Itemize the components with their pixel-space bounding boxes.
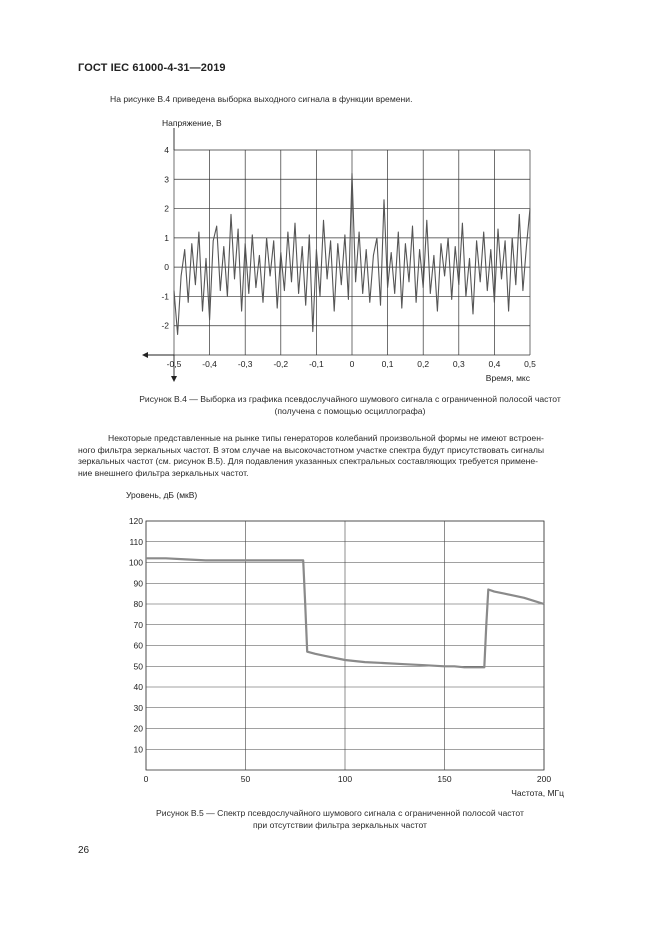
x-tick-label: 0: [143, 774, 149, 784]
x-tick-label: 0,5: [524, 359, 536, 369]
y-tick-label: 20: [133, 723, 143, 734]
x-tick-label: -0,4: [202, 359, 217, 369]
x-tick-label: 0,3: [452, 359, 465, 369]
y-tick-label: 120: [128, 516, 143, 526]
spectrum-chart: [110, 488, 590, 798]
y-tick-label: 10: [133, 744, 143, 755]
y-tick-label: 80: [133, 599, 143, 609]
y-tick-label: 60: [133, 640, 143, 651]
x-tick-label: 0,2: [417, 359, 430, 369]
x-tick-label: 50: [240, 774, 251, 784]
paragraph-line: Некоторые представленные на рынке типы генераторов колебаний произвольной формы не имеют встроен-: [108, 433, 544, 443]
document-header: ГОСТ IEC 61000-4-31—2019: [78, 62, 226, 74]
figure5-caption-line2: при отсутствии фильтра зеркальных частот: [253, 819, 427, 830]
x-tick-label: 0,4: [488, 359, 501, 369]
y-tick-label: 30: [133, 702, 143, 713]
y-tick-label: 90: [133, 578, 143, 589]
x-tick-label: 200: [536, 774, 552, 784]
x-axis-label: Время, мкс: [485, 373, 530, 383]
x-tick-label: -0,1: [309, 359, 324, 369]
y-tick-label: -1: [161, 291, 169, 302]
page-number: 26: [78, 845, 90, 856]
x-tick-label: -0,2: [273, 359, 289, 369]
x-tick-label: 0,1: [381, 359, 394, 369]
intro-text: На рисунке В.4 приведена выборка выходного сигнала в функции времени.: [110, 94, 413, 104]
figure4-caption-line2: (получена с помощью осциллографа): [274, 405, 426, 416]
y-tick-label: 4: [164, 145, 169, 155]
y-tick-label: 40: [133, 682, 143, 692]
body-paragraph: [78, 433, 598, 479]
y-tick-label: 70: [133, 619, 143, 630]
y-tick-label: 3: [164, 174, 169, 185]
figure4-caption-line1: Рисунок В.4 — Выборка из графика псевдослучайного шумового сигнала с ограниченной полосой частот: [139, 394, 561, 404]
y-tick-label: -2: [161, 320, 169, 331]
x-axis-arrow: [142, 352, 148, 358]
y-tick-label: 100: [128, 557, 143, 568]
paragraph-line: ние внешнего фильтра зеркальных частот.: [78, 467, 249, 478]
y-tick-label: 50: [133, 661, 143, 672]
x-axis-label: Частота, МГц: [511, 788, 564, 798]
y-axis-label: Уровень, дБ (мкВ): [126, 490, 198, 500]
x-tick-label: 0: [349, 359, 355, 369]
y-tick-label: 0: [164, 262, 169, 273]
x-tick-label: -0,5: [166, 359, 182, 369]
y-axis-label: Напряжение, В: [162, 118, 222, 128]
y-tick-label: 1: [164, 232, 169, 243]
oscillogram-chart: [130, 112, 570, 387]
x-tick-label: 100: [337, 774, 353, 784]
x-tick-label: -0,3: [237, 359, 253, 369]
y-tick-label: 2: [164, 203, 169, 214]
y-axis-arrow: [171, 376, 177, 382]
x-tick-label: 150: [437, 774, 452, 784]
y-tick-label: 110: [129, 536, 143, 547]
figure5-caption-line1: Рисунок В.5 — Спектр псевдослучайного шумового сигнала с ограниченной полосой частот: [156, 808, 524, 818]
paragraph-line: ного фильтра зеркальных частот. В этом случае на высокочастотном участке спектра будут присутствовать сигналы: [78, 444, 545, 455]
paragraph-line: зеркальных частот (см. рисунок В.5). Для подавления указанных спектральных составляющих требуется примене-: [78, 456, 539, 467]
